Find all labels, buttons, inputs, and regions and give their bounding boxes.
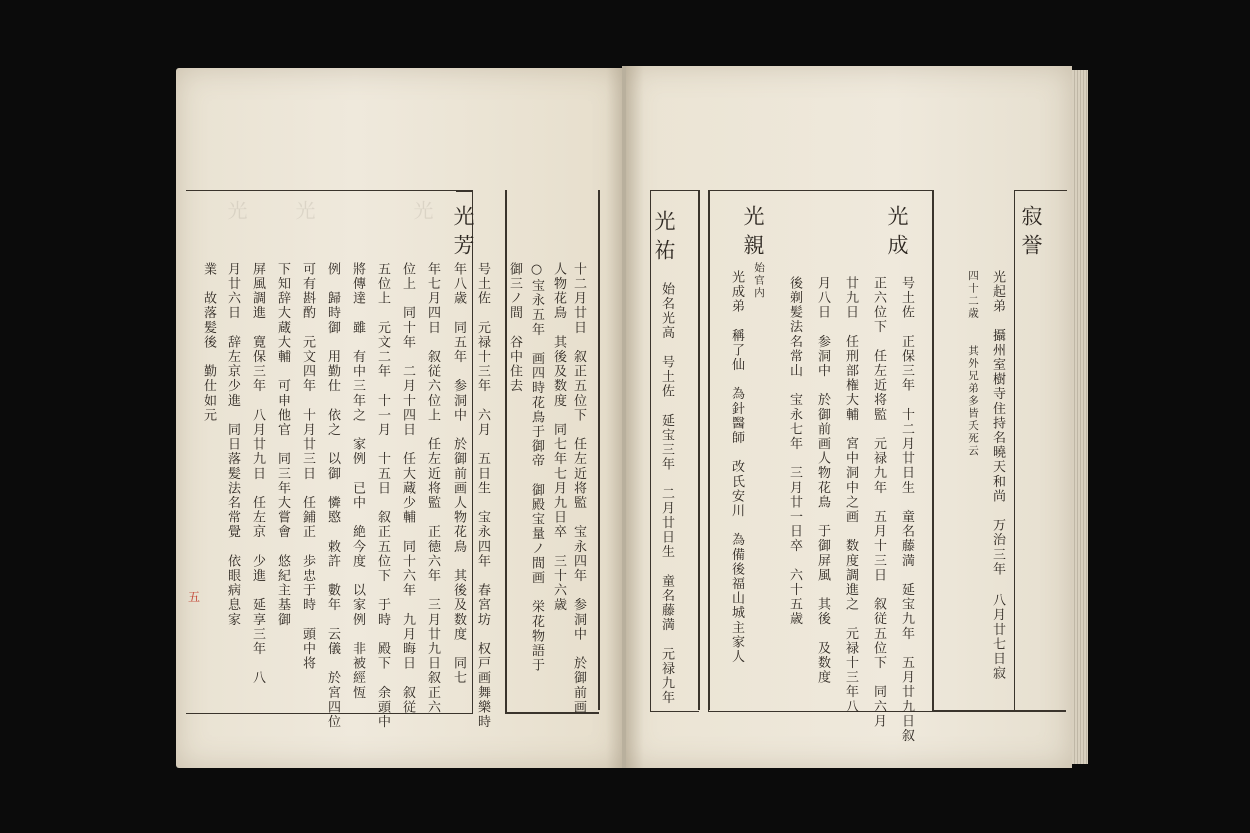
- page-edges: [1072, 70, 1088, 764]
- entry-line: 後剃髪法名常山 宝永七年 三月廿一日卒 六十五歳: [787, 276, 802, 627]
- entry-line: 位上 同十年 二月十四日 任大蔵少輔 同十六年 九月晦日 叙従: [400, 262, 415, 715]
- entry-line: 可有斟酌 元文四年 十月廿三日 任鋪正 歩忠于時 頭中将: [300, 262, 315, 671]
- entry-line: 將傳達 雖 有中三年之 家例 已中 絶今度 以家例 非被經恆: [350, 262, 365, 700]
- rule: [456, 190, 472, 192]
- entry-title-jakuyo: 寂誉: [1019, 205, 1043, 263]
- entry-line: 五位上 元文二年 十一月 十五日 叙正五位下 于時 殿下 余頭中: [375, 262, 390, 730]
- entry-line: 始名光高 号土佐 延宝三年 二月廿日生 童名藤満 元禄九年: [659, 282, 674, 706]
- entry-line: 正六位下 任左近将監 元禄九年 五月十三日 叙従五位下 同六月: [871, 276, 886, 729]
- entry-line: 廿九日 任刑部権大輔 宮中洞中之画 数度調進之 元禄十三年八: [843, 276, 858, 714]
- entry-line: ○宝永五年 画四時花鳥于御帝 御殿宝量ノ間画 栄花物語于: [529, 262, 544, 673]
- entry-line: 十二月廿日 叙正五位下 任左近将監 宝永四年 参洞中 於御前画: [571, 262, 586, 715]
- show-through-mark: 光: [410, 200, 434, 220]
- entry-line: 始官内: [753, 262, 765, 300]
- entry-line: 月廿六日 辞左京少進 同日落髪法名常覺 依眼病息家: [225, 262, 240, 627]
- entry-line: 業 故落髪後 勤仕如元: [201, 262, 216, 423]
- rule: [598, 190, 600, 710]
- entry-line: 月八日 参洞中 於御前画人物花鳥 于御屏風 其後 及数度: [815, 276, 830, 685]
- entry-title-mitsusuke: 光祐: [652, 210, 676, 268]
- entry-title-chikashi: 光親: [741, 205, 765, 263]
- entry-line: 屏風調進 寛保三年 八月廿九日 任左京 少進 延享三年 八: [250, 262, 265, 686]
- entry-line: 光成弟 稱了仙 為針醫師 改氏安川 為備後福山城主家人: [729, 270, 744, 665]
- entry-line: 号土佐 正保三年 十二月廿日生 童名藤満 延宝九年 五月廿九日叙: [899, 276, 914, 744]
- entry-line: 人物花鳥 其後及数度 同七年七月九日卒 三十六歳: [551, 262, 566, 613]
- show-through-mark: 光: [224, 200, 248, 220]
- entry-title-mitsunari: 光成: [885, 205, 909, 263]
- frame-jakuyo: [1014, 190, 1067, 711]
- entry-line: 年七月四日 叙従六位上 任左近将監 正徳六年 三月廿九日叙正六: [425, 262, 440, 715]
- entry-line: 光起弟 攝州室樹寺住持名曉天和尚 万治三年 八月廿七日寂: [990, 270, 1005, 681]
- frame-mitsusuke: [650, 190, 699, 712]
- entry-line: 号土佐 元禄十三年 六月 五日生 宝永四年 春宮坊 权戸画舞樂時: [475, 262, 490, 730]
- entry-line: 下知辞大蔵大輔 可申他官 同三年大嘗會 悠紀主基御: [275, 262, 290, 627]
- entry-line: 御三ノ間 谷中住去: [507, 262, 522, 394]
- show-through-mark: 光: [292, 200, 316, 220]
- entry-line: 年八歳 同五年 参洞中 於御前画人物花鳥 其後及数度 同七: [451, 262, 466, 686]
- folio-number: 五: [188, 590, 201, 604]
- entry-title-mitsuyoshi: 光芳: [451, 205, 475, 263]
- rule: [932, 710, 1066, 712]
- entry-line: 四十二歳 其外兄弟多皆夭死云: [967, 270, 979, 458]
- entry-line: 例 歸時御 用勤仕 依之 以御 憐愍 敕許 數年 云儀 於宮四位: [325, 262, 340, 730]
- rule: [708, 190, 710, 710]
- rule: [698, 190, 700, 710]
